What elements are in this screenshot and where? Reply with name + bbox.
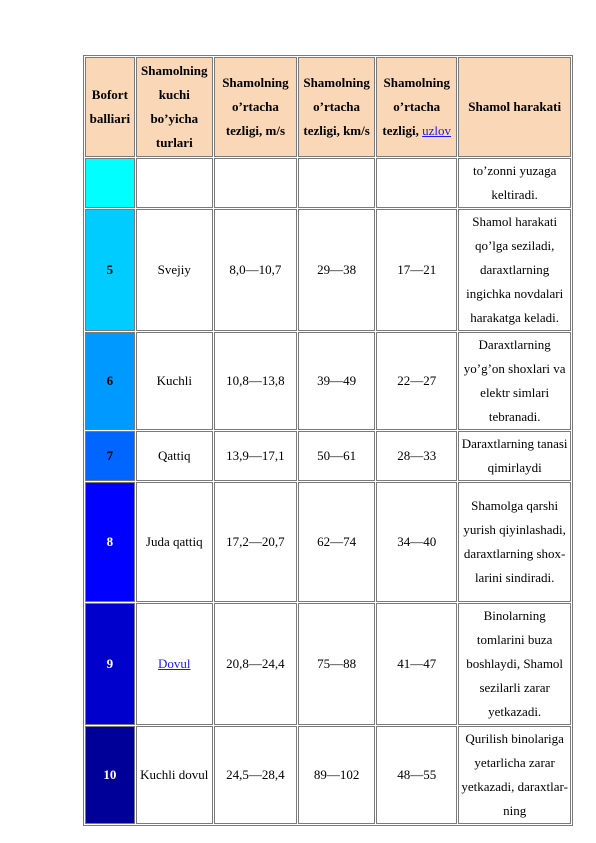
speed-knots-cell: 28—33: [376, 431, 457, 481]
wind-type-cell: [136, 158, 213, 208]
speed-knots-cell: 41—47: [376, 603, 457, 725]
speed-ms-cell: 24,5—28,4: [214, 726, 297, 824]
beaufort-scale-cell: 9: [85, 603, 135, 725]
speed-knots-cell: 48—55: [376, 726, 457, 824]
wind-effect-cell: to’zonni yuzaga keltiradi.: [458, 158, 571, 208]
wind-type-cell: [136, 603, 213, 725]
table-row: [85, 332, 571, 430]
beaufort-scale-cell: 6: [85, 332, 135, 430]
header-row: [85, 57, 571, 157]
speed-ms-cell: 20,8—24,4: [214, 603, 297, 725]
beaufort-scale-cell: 5: [85, 209, 135, 331]
speed-kmh-cell: 50—61: [298, 431, 375, 481]
header-speed-ms: Shamolning o’rtacha tezligi, m/s: [214, 57, 297, 157]
table-row: [85, 603, 571, 725]
header-speed-kmh: Shamolning o’rtacha tezligi, km/s: [298, 57, 375, 157]
wind-effect-cell: Daraxtlarning yo’g’on shoxlari va elektr simlari tebranadi.: [458, 332, 571, 430]
header-scale: Bofort balliari: [85, 57, 135, 157]
wind-effect-cell: Shamol harakati qo’lga seziladi, daraxtlarning ingichka novdalari harakatga keladi.: [458, 209, 571, 331]
header-type: Shamolning kuchi bo’yicha turlari: [136, 57, 213, 157]
wind-type-cell: Kuchli dovul: [136, 726, 213, 824]
wind-effect-cell: Qurilish binolariga yetarlicha zarar yetkazadi, daraxtlar-ning: [458, 726, 571, 824]
beaufort-scale-cell: 7: [85, 431, 135, 481]
wind-effect-cell: Shamolga qarshi yurish qiyinlashadi, daraxtlarning shox-larini sindiradi.: [458, 482, 571, 602]
speed-kmh-cell: 62—74: [298, 482, 375, 602]
header-effect: Shamol harakati: [458, 57, 571, 157]
speed-knots-cell: 17—21: [376, 209, 457, 331]
table-row: [85, 726, 571, 824]
wind-type-cell: Kuchli: [136, 332, 213, 430]
speed-ms-cell: 10,8—13,8: [214, 332, 297, 430]
table-row: [85, 209, 571, 331]
table-row: [85, 431, 571, 481]
wind-effect-cell: Daraxtlarning tanasi qimirlaydi: [458, 431, 571, 481]
speed-knots-cell: 22—27: [376, 332, 457, 430]
beaufort-scale-cell: 10: [85, 726, 135, 824]
beaufort-scale-cell: [85, 158, 135, 208]
speed-kmh-cell: 39—49: [298, 332, 375, 430]
wind-type-cell: Svejiy: [136, 209, 213, 331]
speed-ms-cell: 8,0—10,7: [214, 209, 297, 331]
speed-kmh-cell: 89—102: [298, 726, 375, 824]
uzlov-link[interactable]: uzlov: [422, 123, 452, 138]
speed-ms-cell: [214, 158, 297, 208]
beaufort-table: [83, 55, 573, 826]
wind-type-link[interactable]: Dovul: [158, 656, 191, 671]
header-speed-knots-text: Shamolning o’rtacha tezligi,: [382, 75, 450, 138]
header-speed-knots: [376, 57, 457, 157]
speed-kmh-cell: [298, 158, 375, 208]
speed-knots-cell: [376, 158, 457, 208]
speed-kmh-cell: 29—38: [298, 209, 375, 331]
beaufort-scale-cell: 8: [85, 482, 135, 602]
wind-effect-cell: Binolarning tomlarini buza boshlaydi, Shamol sezilarli zarar yetkazadi.: [458, 603, 571, 725]
table-row: [85, 158, 571, 208]
speed-ms-cell: 17,2—20,7: [214, 482, 297, 602]
speed-ms-cell: 13,9—17,1: [214, 431, 297, 481]
speed-kmh-cell: 75—88: [298, 603, 375, 725]
wind-type-cell: Juda qattiq: [136, 482, 213, 602]
table-row: [85, 482, 571, 602]
wind-type-cell: Qattiq: [136, 431, 213, 481]
speed-knots-cell: 34—40: [376, 482, 457, 602]
